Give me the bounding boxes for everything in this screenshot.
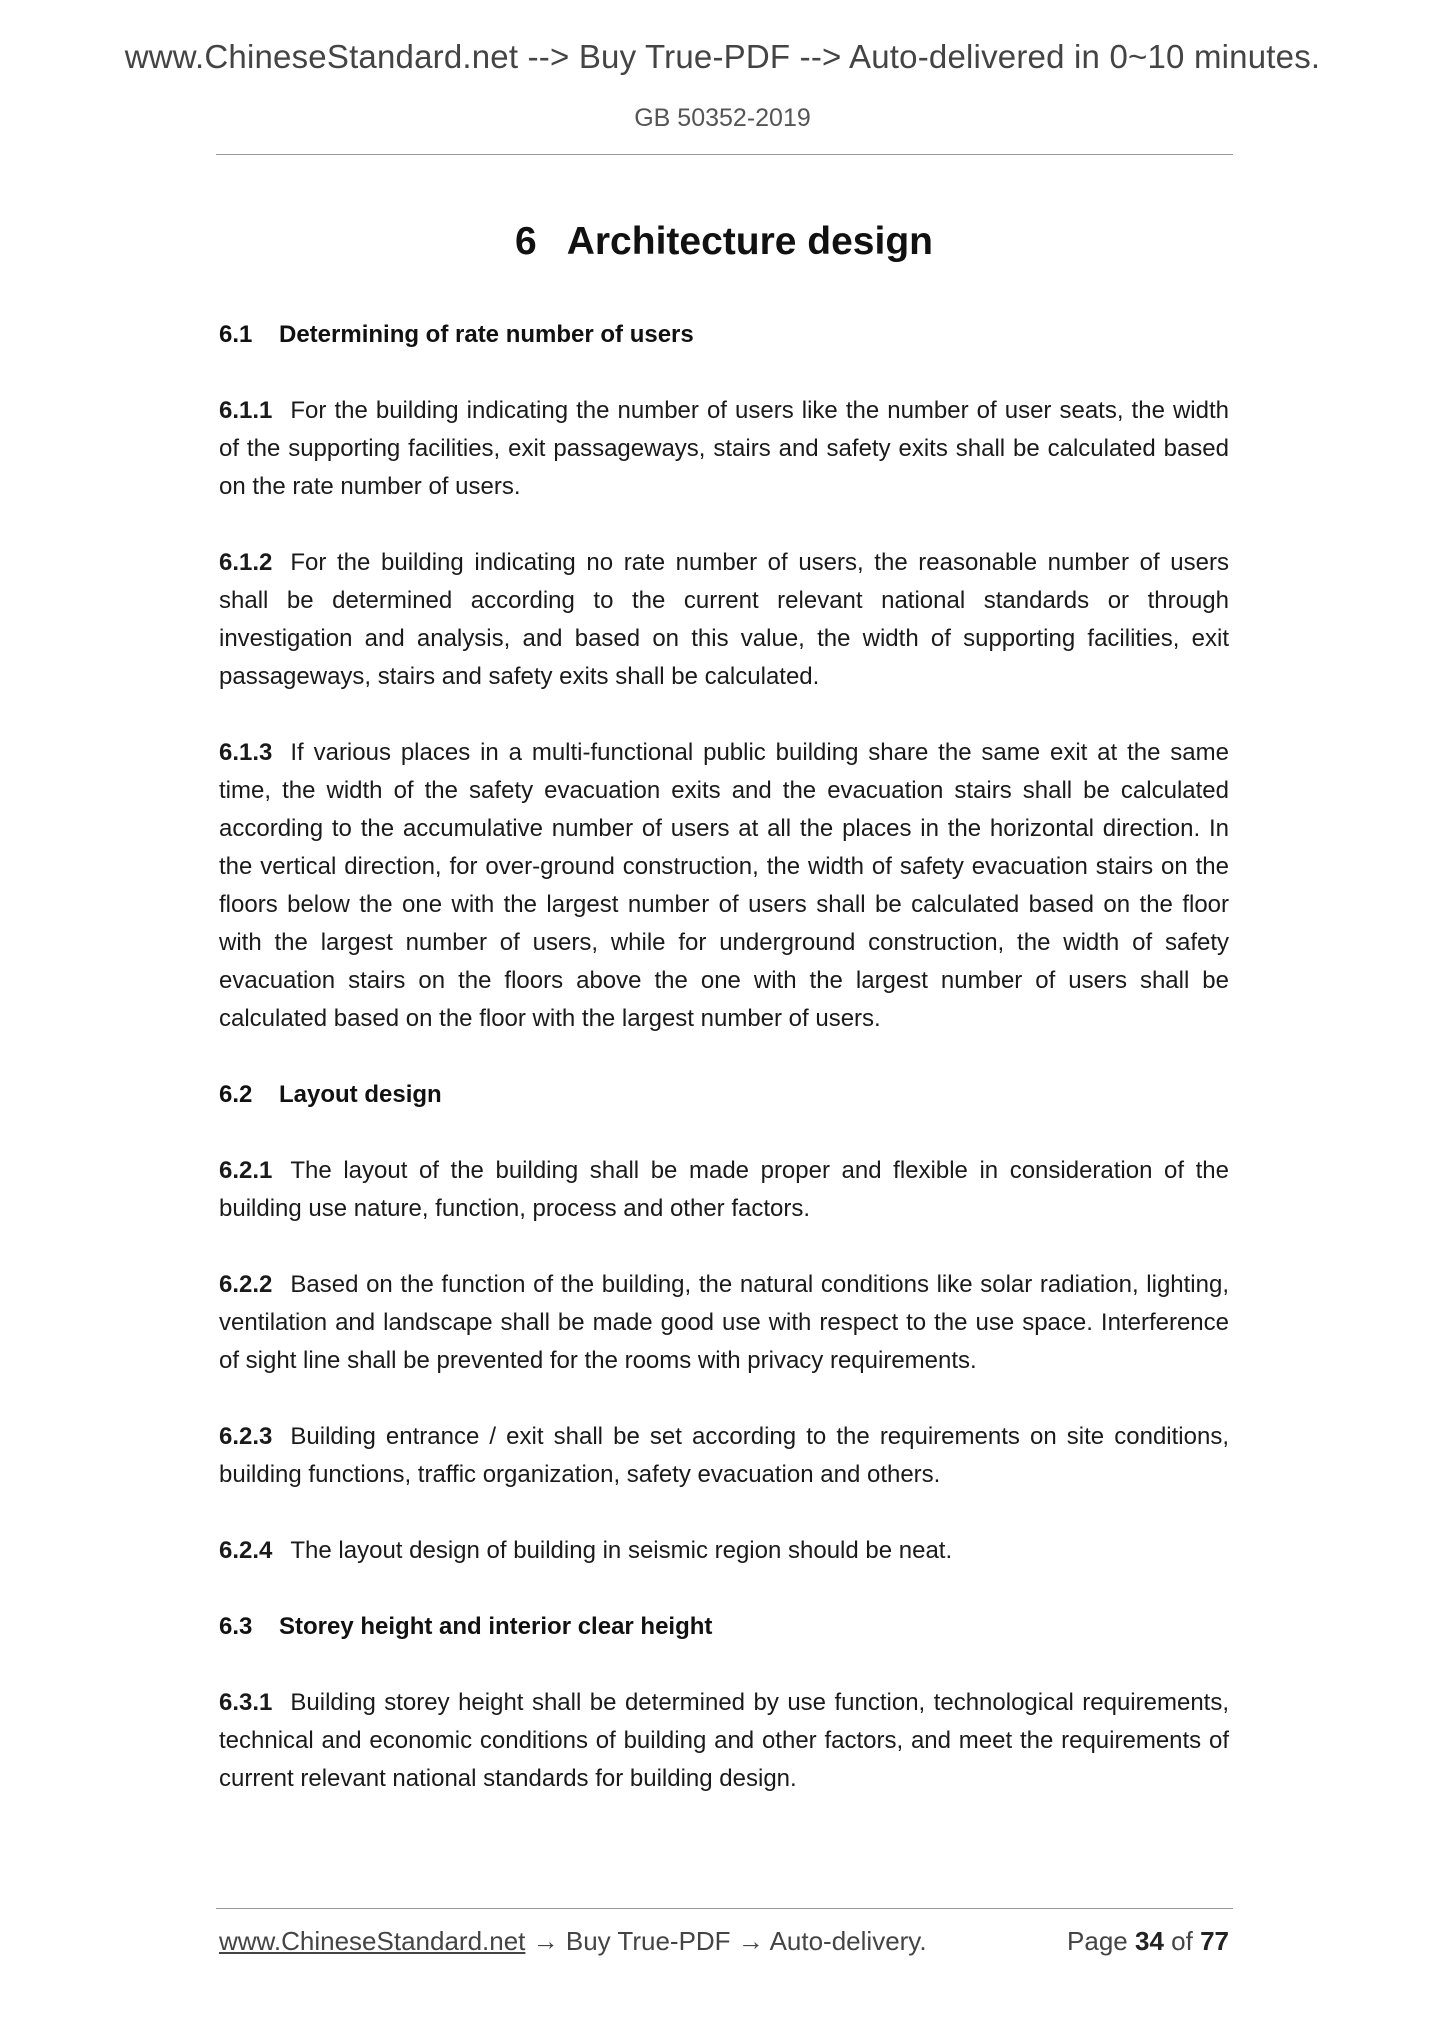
page-content [219, 200, 1229, 1798]
clause-6-3-1 [219, 1684, 1229, 1798]
clause-6-1-3 [219, 734, 1229, 1038]
clause-6-2-3 [219, 1418, 1229, 1494]
section-heading-6-1 [219, 316, 1229, 354]
footer-divider [216, 1908, 1233, 1909]
section-number: 6.2 [219, 1081, 253, 1108]
page-label: Page [1067, 1926, 1128, 1956]
chapter-number: 6 [515, 220, 537, 263]
page-footer [219, 1926, 1229, 1957]
clause-number: 6.2.4 [219, 1537, 273, 1564]
footer-tagline: → Buy True-PDF → Auto-delivery. [525, 1926, 927, 1956]
clause-text: Based on the function of the building, the natural conditions like solar radiation, lighting, ventilation and landscape shall be made good use with respect to the use space. Interference of sight line shall be prevented for the rooms with privacy requirements. [219, 1271, 1229, 1374]
clause-text: The layout design of building in seismic region should be neat. [290, 1537, 953, 1564]
section-title: Determining of rate number of users [279, 321, 694, 348]
clause-text: For the building indicating no rate number of users, the reasonable number of users shall be determined according to the current relevant national standards or through investigation and analysis, and based on this value, the width of supporting facilities, exit passageways, stairs and safety exits shall be calculated. [219, 549, 1229, 690]
page-indicator [1067, 1926, 1229, 1957]
clause-number: 6.1.2 [219, 549, 273, 576]
clause-6-1-1 [219, 392, 1229, 506]
clause-number: 6.1.3 [219, 739, 273, 766]
clause-6-2-2 [219, 1266, 1229, 1380]
chapter-title [219, 212, 1229, 272]
section-number: 6.3 [219, 1613, 253, 1640]
clause-6-1-2 [219, 544, 1229, 696]
page-number: 34 [1135, 1926, 1164, 1956]
clause-text: For the building indicating the number of users like the number of user seats, the width of the supporting facilities, exit passageways, stairs and safety exits shall be calculated based on the rate number of users. [219, 397, 1229, 500]
clause-6-2-4 [219, 1532, 1229, 1570]
page-total: 77 [1200, 1926, 1229, 1956]
of-label: of [1171, 1926, 1193, 1956]
section-title: Storey height and interior clear height [279, 1613, 713, 1640]
section-number: 6.1 [219, 321, 253, 348]
standard-code: GB 50352-2019 [634, 104, 811, 132]
top-banner: www.ChineseStandard.net --> Buy True-PDF --> Auto-delivered in 0~10 minutes. [124, 38, 1321, 75]
clause-number: 6.1.1 [219, 397, 273, 424]
footer-site-link[interactable]: www.ChineseStandard.net [219, 1926, 526, 1956]
clause-number: 6.2.1 [219, 1157, 273, 1184]
clause-6-2-1 [219, 1152, 1229, 1228]
clause-number: 6.3.1 [219, 1689, 273, 1716]
chapter-title-text: Architecture design [566, 220, 933, 263]
clause-text: If various places in a multi-functional public building share the same exit at the same time, the width of the safety evacuation exits and the evacuation stairs shall be calculated according to the accumulative number of users at all the places in the horizontal direction. In the vertical direction, for over-ground construction, the width of safety evacuation stairs on the floors below the one with the largest number of users shall be calculated based on the floor with the largest number of users, while for underground construction, the width of safety evacuation stairs on the floors above the one with the largest number of users shall be calculated based on the floor with the largest number of users. [219, 739, 1229, 1032]
clause-text: Building storey height shall be determined by use function, technological requirements, technical and economic conditions of building and other factors, and meet the requirements of current relevant national standards for building design. [219, 1689, 1229, 1792]
section-heading-6-3 [219, 1608, 1229, 1646]
section-heading-6-2 [219, 1076, 1229, 1114]
section-title: Layout design [279, 1081, 442, 1108]
clause-text: Building entrance / exit shall be set according to the requirements on site conditions, building functions, traffic organization, safety evacuation and others. [219, 1423, 1229, 1488]
clause-number: 6.2.2 [219, 1271, 273, 1298]
clause-number: 6.2.3 [219, 1423, 273, 1450]
header-divider [216, 154, 1233, 155]
clause-text: The layout of the building shall be made proper and flexible in consideration of the building use nature, function, process and other factors. [219, 1157, 1229, 1222]
